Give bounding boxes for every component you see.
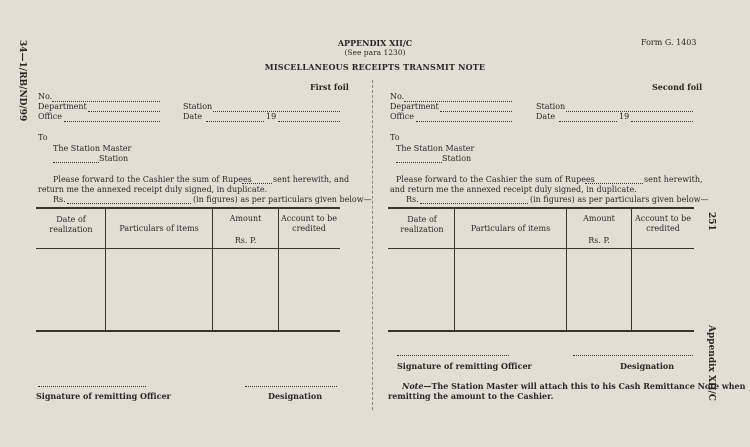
th-particulars: Particulars of items [470,224,551,233]
addressee: The Station Master [396,144,475,153]
th-account: Account to be credited [280,214,338,233]
cell-amount[interactable] [568,250,630,329]
center-divider [372,80,374,410]
department-field[interactable] [440,111,512,112]
station-label: Station [183,102,213,111]
th-amount: Amount [583,214,615,223]
th-date: Date of realization [49,215,93,234]
signature-field[interactable] [38,386,146,387]
designation-field[interactable] [573,355,693,356]
designation-label: Designation [620,361,675,371]
date-field[interactable] [559,121,617,122]
department-field[interactable] [88,111,160,112]
body-line2: return me the annexed receipt duly signed, in duplicate. [38,185,268,194]
signature-label: Signature of remitting Officer [36,391,171,401]
date-label: Date [536,112,556,121]
year-field[interactable] [631,121,693,122]
rs-label: Rs. [53,195,66,204]
station-field[interactable] [566,111,693,112]
note-line1: —The Station Master will attach this to his Cash Remittance Note when [423,381,746,391]
rs-figures-field[interactable] [420,203,528,204]
body-line1-end: sent herewith, and [273,175,350,184]
cell-date[interactable] [37,250,104,329]
figures-text: (in figures) as per particulars given below— [193,195,372,204]
office-field[interactable] [416,121,512,122]
th-date: Date of realization [400,215,444,234]
department-label: Department [390,102,439,111]
cell-particulars[interactable] [456,250,565,329]
th-account: Account to be credited [634,214,692,233]
station-line: Station [442,154,472,163]
year-field[interactable] [278,121,340,122]
body-line1: Please forward to the Cashier the sum of Rupees [53,175,252,184]
note-line2: remitting the amount to the Cashier. [388,391,554,401]
station-name-field[interactable] [396,162,442,163]
form-title: MISCELLANEOUS RECEIPTS TRANSMIT NOTE [264,62,486,72]
signature-label: Signature of remitting Officer [397,361,532,371]
office-label: Office [38,112,63,121]
to-label: To [390,133,400,142]
rs-figures-field[interactable] [67,203,191,204]
to-label: To [38,133,48,142]
date-label: Date [183,112,203,121]
cell-account[interactable] [280,250,339,329]
note-label: Note [402,381,424,391]
appendix-title: APPENDIX XII/C [337,38,413,48]
form-number: Form G. 1403 [641,38,697,47]
station-label: Station [536,102,566,111]
figures-text: (in figures) as per particulars given below— [530,195,709,204]
cell-date[interactable] [389,250,453,329]
addressee: The Station Master [53,144,132,153]
body-line2: and return me the annexed receipt duly signed, in duplicate. [390,185,637,194]
foil-label: First foil [310,82,349,92]
th-amount-sub: Rs. P. [234,236,257,245]
office-label: Office [390,112,415,121]
cell-amount[interactable] [214,250,277,329]
designation-field[interactable] [245,386,337,387]
th-amount: Amount [229,214,262,223]
th-amount-sub: Rs. P. [588,236,610,245]
year-label: 19 [619,112,630,121]
cell-account[interactable] [633,250,693,329]
rs-label: Rs. [406,195,419,204]
right-margin-appendix: Appendix XII/C [706,325,716,401]
date-field[interactable] [206,121,264,122]
station-field[interactable] [213,111,340,112]
no-label: No. [390,92,405,101]
office-field[interactable] [64,121,160,122]
foil-label: Second foil [652,82,703,92]
note-block [402,381,745,391]
left-margin-code: 34—1/RB/ND/99 [17,40,27,122]
cell-particulars[interactable] [107,250,211,329]
body-line1-end: sent herewith, [644,175,703,184]
rupees-words-field[interactable] [242,183,272,184]
see-para: (See para 1230) [344,48,406,57]
department-label: Department [38,102,87,111]
year-label: 19 [266,112,277,121]
th-particulars: Particulars of items [119,224,199,233]
station-line: Station [99,154,129,163]
body-line1: Please forward to the Cashier the sum of Rupees [396,175,595,184]
rupees-words-field[interactable] [585,183,643,184]
station-name-field[interactable] [53,162,99,163]
right-margin-page: 251 [706,212,716,231]
designation-label: Designation [268,391,323,401]
no-label: No. [38,92,53,101]
signature-field[interactable] [397,355,509,356]
